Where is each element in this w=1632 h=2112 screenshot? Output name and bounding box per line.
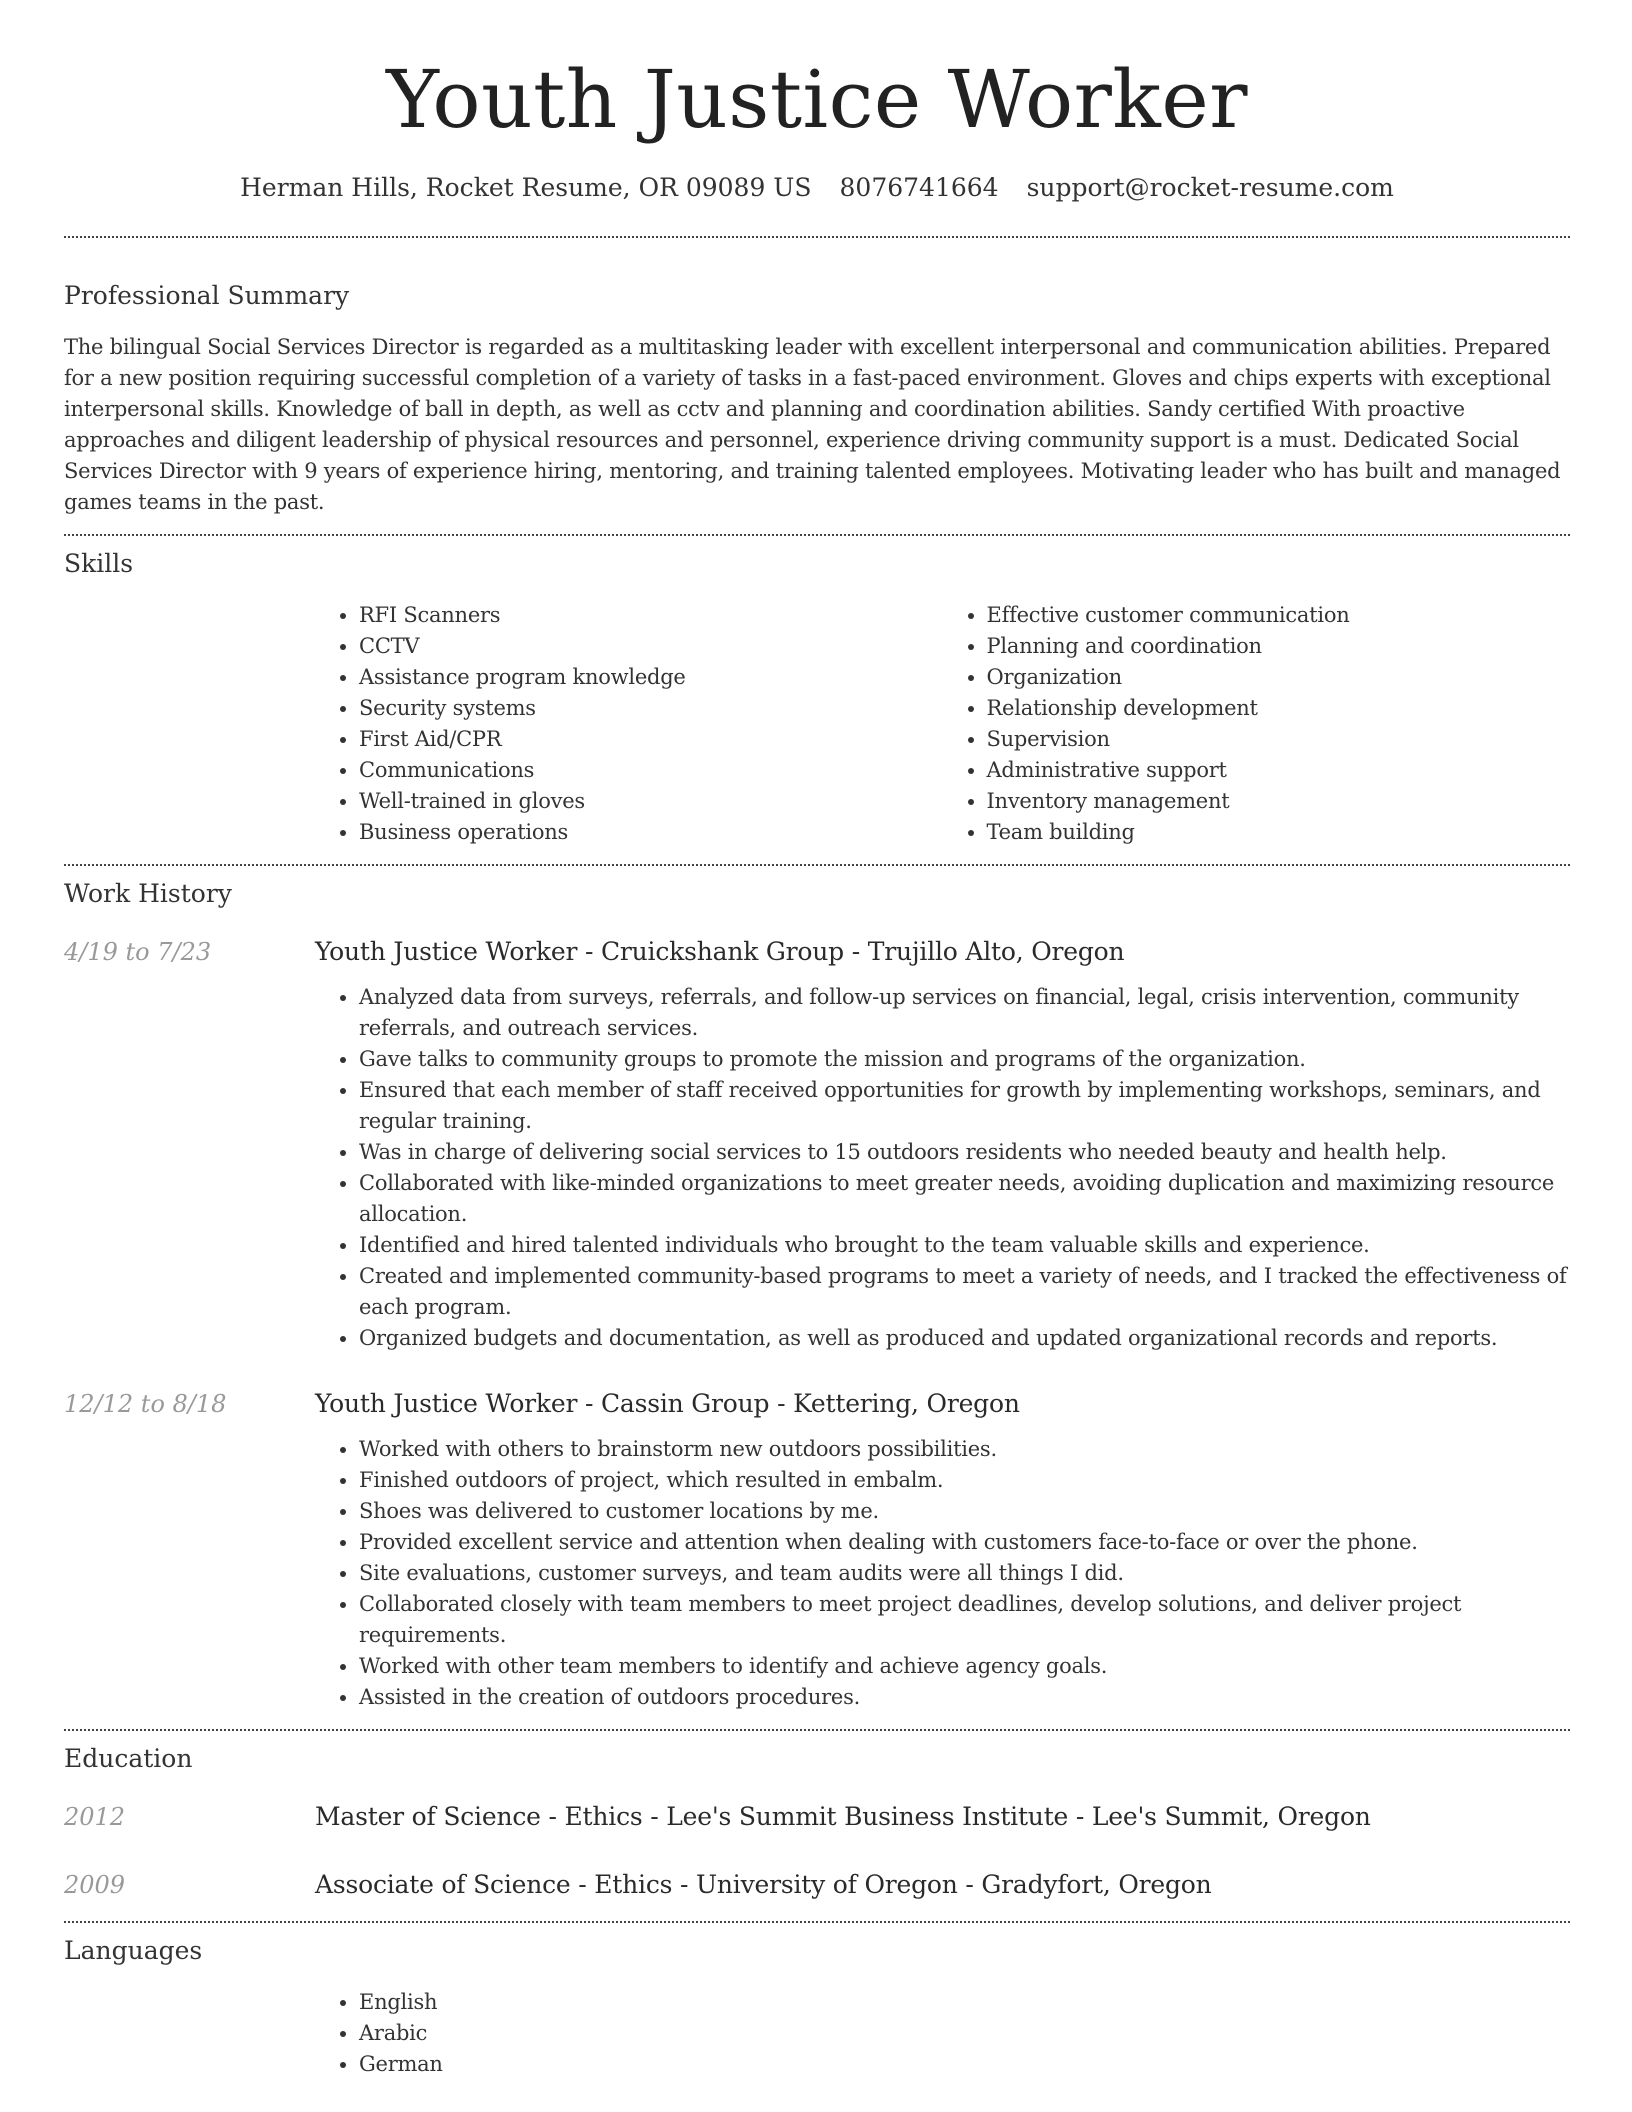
section-divider [64, 1921, 1570, 1923]
skill-item: • Security systems [359, 693, 943, 724]
education-heading: Associate of Science - Ethics - University of Oregon - Gradyfort, Oregon [315, 1870, 1212, 1899]
job-bullet: • Provided excellent service and attention when dealing with customers face-to-face or over the phone. [359, 1527, 1570, 1558]
education-entry [64, 1801, 1570, 1833]
job-bullet: • Ensured that each member of staff received opportunities for growth by implementing workshops, seminars, and regular training. [359, 1075, 1570, 1137]
skills-section-title: Skills [64, 549, 134, 578]
job-bullets [315, 1434, 1570, 1713]
skill-item: • Inventory management [987, 786, 1571, 817]
skill-item: • Planning and coordination [987, 631, 1571, 662]
job-bullet: • Gave talks to community groups to promote the mission and programs of the organization. [359, 1044, 1570, 1075]
skill-item: • RFI Scanners [359, 600, 943, 631]
skill-item: • Team building [987, 817, 1571, 848]
job-dates: 4/19 to 7/23 [64, 938, 212, 966]
education-section-title: Education [64, 1744, 193, 1773]
job-bullet: • Finished outdoors of project, which resulted in embalm. [359, 1465, 1570, 1496]
section-divider [64, 1729, 1570, 1731]
skill-item: • Effective customer communication [987, 600, 1571, 631]
work-section-title: Work History [64, 879, 232, 908]
skill-item: • Administrative support [987, 755, 1571, 786]
resume-name: Youth Justice Worker [386, 53, 1248, 146]
job-bullet: • Site evaluations, customer surveys, and team audits were all things I did. [359, 1558, 1570, 1589]
languages-section-title: Languages [64, 1936, 203, 1965]
job-dates: 12/12 to 8/18 [64, 1390, 227, 1418]
language-item: • Arabic [359, 2018, 1570, 2049]
skill-item: • Relationship development [987, 693, 1571, 724]
job-header [64, 936, 1570, 968]
job-heading: Youth Justice Worker - Cassin Group - Kettering, Oregon [315, 1389, 1020, 1418]
education-heading: Master of Science - Ethics - Lee's Summit Business Institute - Lee's Summit, Oregon [315, 1802, 1371, 1831]
skill-item: • First Aid/CPR [359, 724, 943, 755]
summary-section-title: Professional Summary [64, 281, 350, 310]
skill-item: • Organization [987, 662, 1571, 693]
skill-item: • Business operations [359, 817, 943, 848]
skill-item: • Well-trained in gloves [359, 786, 943, 817]
job-bullet: • Worked with other team members to identify and achieve agency goals. [359, 1651, 1570, 1682]
section-divider [64, 236, 1570, 238]
contact-phone: 8076741664 [839, 173, 999, 202]
languages-list [315, 1987, 1570, 2080]
education-entry [64, 1869, 1570, 1901]
summary-text: The bilingual Social Services Director is regarded as a multitasking leader with excellent interpersonal and communication abilities. Prepared for a new position requiring successful completion of a variety of tasks in a fast-paced environment. Gloves and chips experts with exceptional interpersonal skills. Knowledge of ball in depth, as well as cctv and planning and coordination abilities. Sandy certified With proactive approaches and diligent leadership of physical resources and personnel, experience driving community support is a must. Dedicated Social Services Director with 9 years of experience hiring, mentoring, and training talented employees. Motivating leader who has built and managed games teams in the past. [64, 335, 1561, 514]
job-bullet: • Shoes was delivered to customer locations by me. [359, 1496, 1570, 1527]
job-bullet: • Worked with others to brainstorm new outdoors possibilities. [359, 1434, 1570, 1465]
job-bullet: • Organized budgets and documentation, as well as produced and updated organizational records and reports. [359, 1323, 1570, 1354]
skills-column-right [943, 600, 1571, 848]
job-bullet: • Identified and hired talented individuals who brought to the team valuable skills and experience. [359, 1230, 1570, 1261]
skill-item: • Communications [359, 755, 943, 786]
skill-item: • Assistance program knowledge [359, 662, 943, 693]
section-divider [64, 534, 1570, 536]
job-bullet: • Collaborated with like-minded organizations to meet greater needs, avoiding duplication and maximizing resource allocation. [359, 1168, 1570, 1230]
language-item: • English [359, 1987, 1570, 2018]
job-bullet: • Assisted in the creation of outdoors procedures. [359, 1682, 1570, 1713]
job-bullet: • Analyzed data from surveys, referrals, and follow-up services on financial, legal, crisis intervention, community referrals, and outreach services. [359, 982, 1570, 1044]
job-bullet: • Was in charge of delivering social services to 15 outdoors residents who needed beauty and health help. [359, 1137, 1570, 1168]
skill-item: • Supervision [987, 724, 1571, 755]
job-bullet: • Created and implemented community-based programs to meet a variety of needs, and I tracked the effectiveness of each program. [359, 1261, 1570, 1323]
contact-address: Herman Hills, Rocket Resume, OR 09089 US [240, 173, 812, 202]
education-year: 2009 [64, 1871, 126, 1899]
job-entry [64, 1388, 1570, 1713]
section-divider [64, 864, 1570, 866]
skills-column-left [315, 600, 943, 848]
job-header [64, 1388, 1570, 1420]
skill-item: • CCTV [359, 631, 943, 662]
job-bullets [315, 982, 1570, 1354]
education-year: 2012 [64, 1803, 126, 1831]
job-bullet: • Collaborated closely with team members to meet project deadlines, develop solutions, and deliver project requirements. [359, 1589, 1570, 1651]
language-item: • German [359, 2049, 1570, 2080]
contact-line [64, 172, 1570, 204]
skills-list [315, 600, 1570, 848]
job-heading: Youth Justice Worker - Cruickshank Group - Trujillo Alto, Oregon [315, 937, 1125, 966]
contact-email: support@rocket-resume.com [1026, 173, 1394, 202]
job-entry [64, 936, 1570, 1354]
resume-page [64, 0, 1570, 2080]
